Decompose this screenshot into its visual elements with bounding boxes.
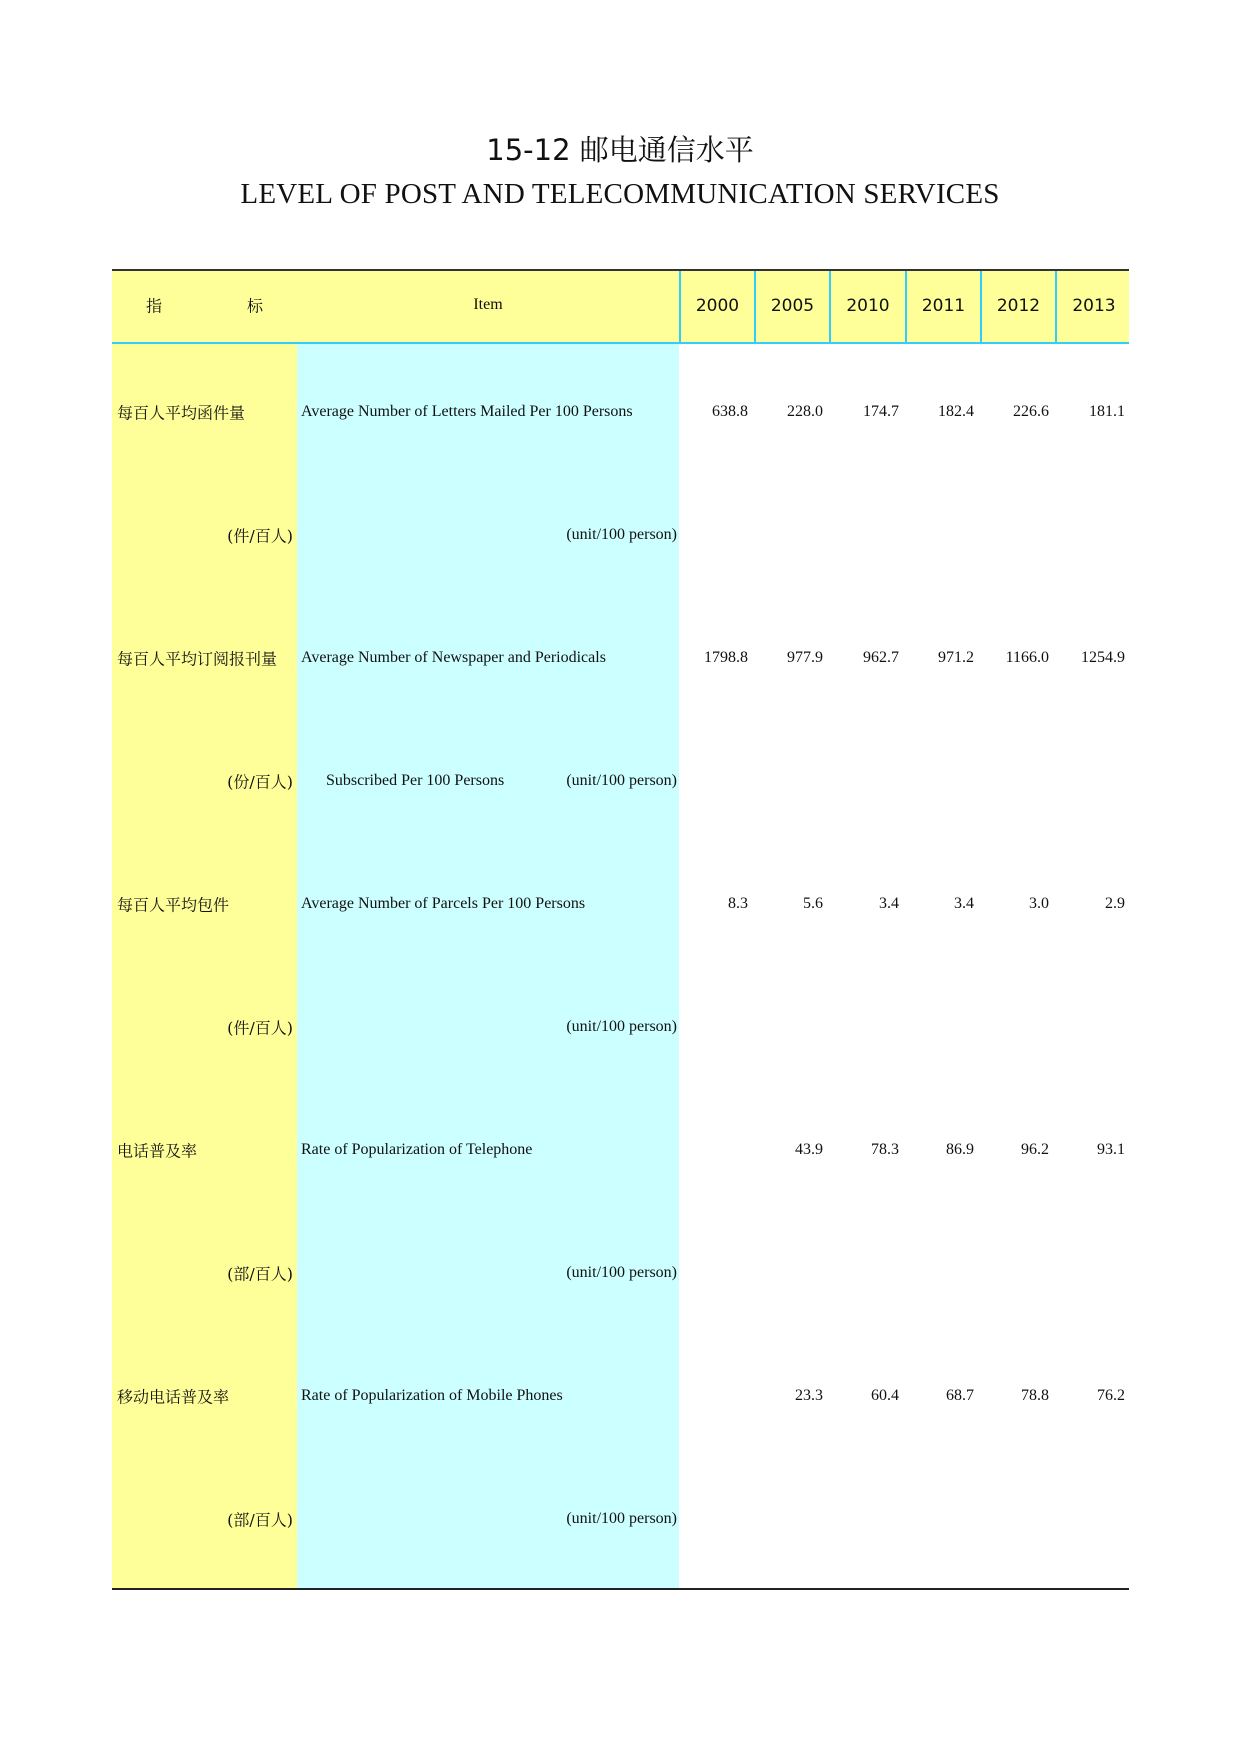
row-unit-en-extra: Subscribed Per 100 Persons	[326, 772, 505, 789]
value-2012: 78.8	[1021, 1387, 1049, 1404]
page-title-cn: 15-12 邮电通信水平	[486, 133, 754, 167]
header-indicator-cn-2: 标	[247, 296, 264, 316]
row-name-cn: 每百人平均订阅报刊量	[117, 649, 278, 669]
value-2010: 78.3	[871, 1141, 899, 1158]
value-2005: 5.6	[803, 895, 823, 912]
row-unit-en: (unit/100 person)	[566, 526, 677, 543]
row-name-en: Average Number of Newspaper and Periodicals	[301, 649, 606, 666]
header-year-2013: 2013	[1055, 271, 1131, 342]
row-unit-cn: (件/百人)	[227, 1018, 293, 1038]
value-2000: 8.3	[728, 895, 748, 912]
value-2011: 86.9	[946, 1141, 974, 1158]
row-unit-cn: (件/百人)	[227, 526, 293, 546]
row-name-en: Average Number of Parcels Per 100 Persons	[301, 895, 586, 912]
row-name-en: Rate of Popularization of Telephone	[301, 1141, 533, 1158]
value-2011: 182.4	[938, 403, 974, 420]
row-name-cn: 每百人平均包件	[117, 895, 230, 915]
row-unit-cn: (部/百人)	[227, 1264, 293, 1284]
value-2013: 181.1	[1089, 403, 1125, 420]
table-bottom-rule	[112, 1588, 1129, 1590]
value-2005: 977.9	[787, 649, 823, 666]
row-name-en: Rate of Popularization of Mobile Phones	[301, 1387, 563, 1404]
value-2012: 3.0	[1029, 895, 1049, 912]
value-2005: 23.3	[795, 1387, 823, 1404]
header-year-2000: 2000	[679, 271, 754, 342]
value-2000: 1798.8	[704, 649, 748, 666]
value-2013: 93.1	[1097, 1141, 1125, 1158]
row-name-cn: 电话普及率	[117, 1141, 198, 1161]
value-2005: 43.9	[795, 1141, 823, 1158]
value-2011: 971.2	[938, 649, 974, 666]
value-2005: 228.0	[787, 403, 823, 420]
row-name-cn: 每百人平均函件量	[117, 403, 246, 423]
value-2012: 96.2	[1021, 1141, 1049, 1158]
row-unit-cn: (部/百人)	[227, 1510, 293, 1530]
value-2011: 3.4	[954, 895, 974, 912]
value-2013: 1254.9	[1081, 649, 1125, 666]
data-table	[112, 269, 1129, 1590]
value-2013: 76.2	[1097, 1387, 1125, 1404]
value-2010: 174.7	[863, 403, 899, 420]
value-2010: 60.4	[871, 1387, 899, 1404]
table-header	[112, 271, 1129, 344]
value-2000: 638.8	[712, 403, 748, 420]
value-2011: 68.7	[946, 1387, 974, 1404]
header-year-2012: 2012	[980, 271, 1055, 342]
value-2010: 3.4	[879, 895, 899, 912]
header-year-2005: 2005	[754, 271, 829, 342]
row-name-en: Average Number of Letters Mailed Per 100 Persons	[301, 403, 633, 420]
row-unit-en: (unit/100 person)	[566, 772, 677, 789]
row-unit-en: (unit/100 person)	[566, 1510, 677, 1527]
row-unit-en: (unit/100 person)	[566, 1018, 677, 1035]
value-2013: 2.9	[1105, 895, 1125, 912]
header-item-en: Item	[473, 296, 503, 313]
header-year-2010: 2010	[829, 271, 905, 342]
header-indicator-cn-1: 指	[146, 296, 163, 316]
page-title-en: LEVEL OF POST AND TELECOMMUNICATION SERVICES	[240, 178, 1000, 210]
row-name-cn: 移动电话普及率	[117, 1387, 230, 1407]
row-unit-cn: (份/百人)	[227, 772, 293, 792]
row-unit-en: (unit/100 person)	[566, 1264, 677, 1281]
value-2010: 962.7	[863, 649, 899, 666]
value-2012: 226.6	[1013, 403, 1049, 420]
header-year-2011: 2011	[905, 271, 980, 342]
value-2012: 1166.0	[1005, 649, 1049, 666]
